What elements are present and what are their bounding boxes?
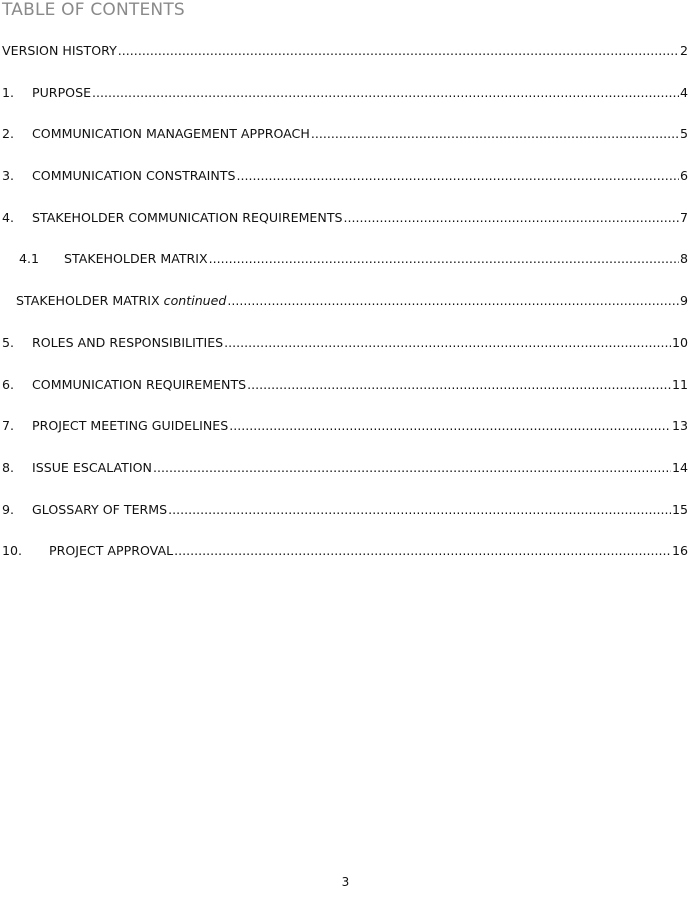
toc-entry-number: 5.: [2, 334, 15, 350]
toc-entry-stakeholder-matrix[interactable]: [0, 250, 690, 292]
toc-page-number: 9: [679, 293, 688, 309]
toc-dot-leader: [92, 84, 679, 102]
toc-entry-label: PROJECT MEETING GUIDELINES: [32, 418, 229, 434]
toc-page-number: 11: [671, 376, 688, 392]
toc-page-number: 8: [679, 251, 688, 267]
toc-entry-number: 3.: [2, 168, 15, 184]
toc-entry-label: ROLES AND RESPONSIBILITIES: [32, 334, 224, 350]
toc-entry-label-italic: continued: [163, 293, 227, 309]
toc-entry-communication-management-approach[interactable]: [0, 125, 690, 167]
toc-entry-label: PURPOSE: [32, 84, 92, 100]
toc-list: [0, 42, 690, 584]
toc-entry-label: COMMUNICATION MANAGEMENT APPROACH: [32, 126, 310, 142]
toc-entry-label: COMMUNICATION REQUIREMENTS: [32, 376, 247, 392]
toc-dot-leader: [311, 125, 679, 143]
toc-entry-number: 4.1: [19, 251, 40, 267]
toc-page-number: 7: [679, 209, 688, 225]
toc-page-number: 5: [679, 126, 688, 142]
toc-entry-label: PROJECT APPROVAL: [49, 543, 174, 559]
toc-entry-version-history[interactable]: [0, 42, 690, 84]
toc-dot-leader: [224, 334, 671, 352]
toc-entry-label: GLOSSARY OF TERMS: [32, 501, 168, 517]
toc-dot-leader: [168, 501, 671, 519]
toc-page-number: 15: [671, 501, 688, 517]
toc-page-number: 6: [679, 168, 688, 184]
page-footer-number: 3: [341, 875, 350, 889]
toc-dot-leader: [236, 167, 679, 185]
toc-entry-stakeholder-communication-requirements[interactable]: [0, 209, 690, 251]
toc-entry-project-approval[interactable]: [0, 542, 690, 584]
toc-page-number: 16: [671, 543, 688, 559]
toc-entry-label: ISSUE ESCALATION: [32, 459, 152, 475]
toc-page-number: 14: [671, 459, 688, 475]
toc-entry-number: 1.: [2, 84, 15, 100]
toc-entry-glossary-of-terms[interactable]: [0, 501, 690, 543]
toc-dot-leader: [247, 376, 671, 394]
toc-page-number: 10: [671, 334, 688, 350]
toc-page-number: 4: [679, 84, 688, 100]
toc-dot-leader: [229, 417, 671, 435]
toc-entry-number: 2.: [2, 126, 15, 142]
toc-entry-stakeholder-matrix-continued[interactable]: [0, 292, 690, 334]
toc-entry-label-main: STAKEHOLDER MATRIX: [16, 293, 164, 309]
toc-title: TABLE OF CONTENTS: [2, 0, 185, 20]
toc-entry-issue-escalation[interactable]: [0, 459, 690, 501]
toc-entry-label: STAKEHOLDER MATRIX: [64, 251, 208, 267]
toc-entry-project-meeting-guidelines[interactable]: [0, 417, 690, 459]
toc-entry-label: [16, 292, 226, 310]
toc-page-number: 13: [671, 418, 688, 434]
toc-entry-number: 7.: [2, 418, 15, 434]
toc-dot-leader: [344, 209, 679, 227]
toc-entry-label: VERSION HISTORY: [2, 43, 117, 58]
toc-entry-number: 10.: [2, 543, 23, 559]
toc-entry-label: STAKEHOLDER COMMUNICATION REQUIREMENTS: [32, 209, 343, 225]
toc-entry-label: COMMUNICATION CONSTRAINTS: [32, 168, 236, 184]
toc-entry-number: 4.: [2, 209, 15, 225]
toc-entry-communication-requirements[interactable]: [0, 376, 690, 418]
toc-dot-leader: [174, 542, 671, 560]
toc-dot-leader: [153, 459, 671, 477]
toc-entry-communication-constraints[interactable]: [0, 167, 690, 209]
toc-dot-leader: [209, 250, 679, 268]
toc-entry-purpose[interactable]: [0, 84, 690, 126]
toc-entry-number: 8.: [2, 459, 15, 475]
toc-entry-number: 6.: [2, 376, 15, 392]
toc-dot-leader: [118, 42, 679, 60]
toc-dot-leader: [227, 292, 679, 310]
toc-entry-number: 9.: [2, 501, 15, 517]
toc-page-number: 2: [679, 43, 688, 58]
toc-entry-roles-and-responsibilities[interactable]: [0, 334, 690, 376]
